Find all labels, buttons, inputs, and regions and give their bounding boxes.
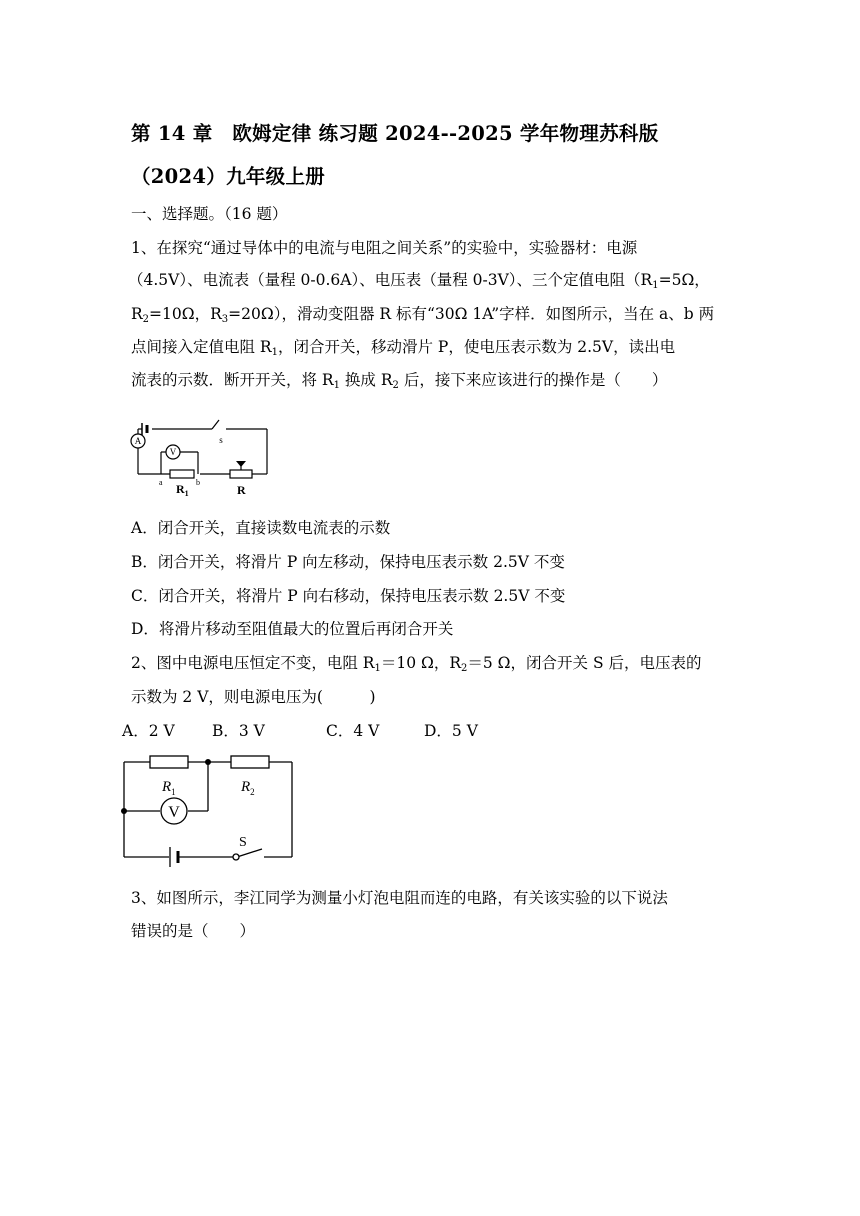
q1-voltmeter-label: V: [169, 447, 177, 457]
slider-pointer-icon: [236, 461, 246, 467]
q1-line-3: $R_2=10\Omega$，$R_3=20\Omega$），滑动变阻器 R 标有“30Ω 1A”字样．如图所示，当在 a、b 两: [131, 305, 715, 325]
q1-line-4: 点间接入定值电阻 $R_1$，闭合开关，移动滑片 P，使电压表示数为 2.5V，读出电: [131, 338, 676, 358]
q2-circuit-diagram: [118, 750, 300, 872]
q1-r1-label: $R_1$: [176, 482, 189, 498]
q2-line-2: 示数为 2 V，则电源电压为( ): [131, 688, 376, 706]
q2-r2-label: $R_2$: [241, 779, 255, 797]
q1-point-b-label: b: [196, 478, 200, 487]
q2-top-junction-dot: [205, 759, 211, 765]
q1-line-5: 流表的示数．断开开关，将 $R_1$ 换成 $R_2$ 后，接下来应该进行的操作是（ ）: [131, 371, 668, 391]
q2-r1-label: $R_1$: [162, 779, 176, 797]
q1-switch-label: s: [219, 435, 223, 445]
section-heading: 一、选择题。（16 题）: [131, 205, 288, 223]
q3-line-2: 错误的是（ ）: [131, 922, 256, 940]
q1-option-d: D．将滑片移动至阻值最大的位置后再闭合开关: [131, 620, 454, 638]
q2-line-1: 2、图中电源电压恒定不变，电阻 $R_1=10$ Ω，$R_2=5$ Ω，闭合开关 S 后，电压表的: [131, 654, 702, 674]
q1-point-a-label: a: [159, 478, 163, 487]
q3-line-1: 3、如图所示，李江同学为测量小灯泡电阻而连的电路，有关该实验的以下说法: [131, 889, 668, 907]
q2-voltmeter-label: V: [168, 804, 180, 821]
q2-left-junction-dot: [121, 808, 127, 814]
q1-ammeter-label: A: [134, 436, 142, 446]
q1-option-c: C．闭合开关，将滑片 P 向右移动，保持电压表示数 2.5V 不变: [131, 587, 566, 605]
q2-option-a: A．2 V: [122, 722, 175, 740]
q2-option-b: B．3 V: [212, 722, 265, 740]
q1-option-a: A．闭合开关，直接读数电流表的示数: [131, 519, 391, 537]
q1-option-b: B．闭合开关，将滑片 P 向左移动，保持电压表示数 2.5V 不变: [131, 553, 565, 571]
page-title: 第 14 章 欧姆定律 练习题 2024--2025 学年物理苏科版（2024）九年级上册: [131, 122, 659, 188]
q1-circuit-diagram: [126, 405, 276, 501]
q2-switch-label: S: [239, 835, 247, 850]
q1-line-1: 1、在探究“通过导体中的电流与电阻之间关系”的实验中，实验器材：电源: [131, 239, 638, 257]
q1-line-2: （4.5V）、电流表（量程 0-0.6A）、电压表（量程 0-3V）、三个定值电阻（$R_1=5\Omega$，: [128, 271, 710, 291]
q2-option-c: C．4 V: [326, 722, 380, 740]
q1-r-label: R: [237, 483, 246, 497]
q2-option-d: D．5 V: [424, 722, 478, 740]
